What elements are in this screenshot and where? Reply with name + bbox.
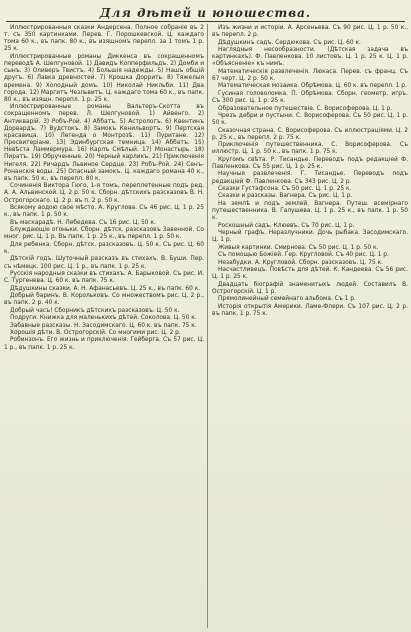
catalog-entry: Наглядныя несообразности. (Дѣтская задача въ картинкахъ). Ф. Павленкова. 10 листовъ. Ц. 1 р. 25 к. Ц. 1 р. «Объясненіе» къ нимъ.	[212, 45, 408, 68]
catalog-entry: Добрый часъ! Сборникъ дѣтскихъ разсказовъ. Ц. 50 к.	[10, 305, 180, 314]
catalog-entry: Исторія открытія Америки. Ламе-Флери. Съ 107 рис. Ц. 2 р. въ папк. 1 р. 75 к.	[212, 301, 408, 317]
catalog-entry: Черный графъ. Неразлучники. Дочь рыбака. Засодимскаго. Ц. 1 р.	[212, 228, 408, 244]
catalog-entry: Сказочная страна. С. Ворисоферова. Съ иллюстраціями. Ц. 2 р. 25 к., въ перепл. 2 р. 75 к.	[212, 125, 408, 141]
catalog-entry: Русскія народныя сказки въ стихахъ. А. Барыковой. Съ рис. И. С. Тургенева. Ц. 60 к. въ папк. 75 к.	[4, 268, 204, 285]
catalog-entry: Сказки и разсказы. Вагнера. Съ рис. Ц. 1 р.	[218, 191, 353, 200]
catalog-entry: Научныя развлеченія. Г. Тисандье. Переводъ подъ редакціей Ф. Павленкова. Съ 343 рис. Ц. 2 р.	[212, 169, 408, 185]
catalog-entry: Сочиненія Виктора Гюго, 1-я томъ, переплетенные подъ ред. А. А. Альвинской. Ц. 2 р. 50 к. Сборн. дѣтскихъ разсказовъ В. Н. Острогорскаго. Ц. 2 р. въ п. 2 р. 50 к.	[4, 181, 204, 204]
catalog-entry: Кругомъ свѣта. Р. Тисандье. Переводъ подъ редакціей Ф. Павленкова. Съ 55 рис. Ц. 1 р. 25 к.	[212, 154, 408, 170]
header-rule	[6, 21, 405, 22]
catalog-entry: Роскошный садъ. Клюевъ. Съ 70 рис. Ц. 1 р.	[218, 220, 355, 229]
left-column	[4, 24, 204, 628]
catalog-entry: Робинзонъ. Его жизнь и приключенія. Гейберга. Съ 57 рис. Ц. 1 р., въ папк. 1 р. 25 к.	[4, 335, 204, 351]
page-header	[0, 2, 411, 22]
catalog-entry: Съ помощью Божіей. Гер. Кругловой. Съ 40 рис. Ц. 1 р.	[218, 250, 389, 259]
catalog-entry: Двадцать біографій знаменитыхъ людей. Составилъ В. Острогорскій. Ц. 1 р.	[212, 279, 408, 295]
catalog-entry: Образовательное путешествіе. С. Ворисоферова. Ц. 1 р.	[218, 103, 393, 112]
catalog-entry: Хорошія дѣти. В. Острогорскій. Со многими рис. Ц. 2 р.	[10, 328, 181, 337]
catalog-entry: Прямолинейный семейнаго альбома. Съ 1 р.	[218, 294, 356, 303]
catalog-entry: Приключенія путешественника. С. Ворисоферова. Съ иллюстр. Ц. 1 р. 50 к., въ папк. 1 р. 75 к.	[212, 140, 408, 156]
catalog-entry: Иллюстрированные романы Вальтеръ-Скотта въ сокращенномъ перев. Л. Шелгуновой. 1) Айвенго. 2) Антикварій. 3) Робъ-Рой. 4) Аббатъ. 5) Астрологъ. 6) Квентинъ Дорвардъ. 7) Вудстокъ. 8) Замокъ Кенильвортъ. 9) Пертская красавица. 10) Легенда о Монтрозѣ. 11) Пуритане. 12) Пресвитеріане. 13) Эдинбургская темница. 14) Аббатъ. 15) Невѣста Ламмермура. 16) Карлъ Смѣлый. 17) Монастырь. 18) Пиратъ. 19) Обрученные. 20) Черный карликъ. 21) Приключенія Нигеля. 22) Ричардъ Львиное Сердце. 23) Робъ-Рой. 24) Сенъ-Ронанскія воды. 25) Опасный замокъ. Ц. каждаго романа 40 к., въ папк. 50 к., въ перепл. 80 к.	[4, 102, 204, 182]
catalog-entry: Незабудки. А. Кругловой. Сборн. разсказовъ. Ц. 75 к.	[218, 257, 383, 266]
catalog-entry: Въ маскарадѣ. Н. Лебедева. Съ 16 рис. Ц. 50 к.	[10, 217, 156, 226]
catalog-entry: Изъ жизни и исторіи. А. Арсеньева. Съ 90 рис. Ц. 1 р. 50 к., въ перепл. 2 р.	[212, 24, 408, 39]
catalog-entry: Блуждающіе огоньки. Сборн. дѣтск. разсказовъ Завенной. Со мног. рис. Ц. 1 р. Въ папк. 1 р. 25 к., въ перепл. 1 р. 50 к.	[4, 225, 204, 241]
catalog-entry: Иллюстрированныя сказки Андерсена. Полное собраніе въ 2 т. съ 350 картинками. Перев. Г. Порошкевской. Ц. каждаго тома 60 к., въ папк. 80 к., въ изящномъ перепл. за 1 томъ 1 р. 25 к.	[4, 24, 204, 53]
section-title: Для дѣтей и юношества.	[99, 6, 312, 20]
catalog-entry: Гусиная головоломка. П. Обрѣмова. Сборн. геометр. игръ. Съ 300 рис. Ц. 1 р. 25 к.	[212, 88, 408, 105]
catalog-entry: Забавные разсказы. Н. Засодимскаго. Ц. 60 к. въ папк. 75 к.	[10, 320, 197, 329]
catalog-entry: Сказки Густафсона. Съ 50 рис. Ц. 1 р. 25 к.	[218, 184, 352, 192]
catalog-entry: Дѣдушкины сказки. А. Н. Афанасьевъ. Ц. 25 к., въ папк. 60 к.	[10, 283, 201, 292]
catalog-entry: Насчастливецъ. Повѣсть для дѣтей. К. Кандеева. Съ 56 рис. Ц. 1 р. 25 к.	[212, 265, 408, 281]
catalog-entry: Подруги. Книжка для маленькихъ дѣтей. Соколова. Ц. 50 к.	[10, 313, 197, 322]
catalog-entry: Дѣдушкинъ садъ. Сердюкова. Съ рис. Ц. 60 к.	[218, 37, 361, 46]
catalog-entry: Живыя картинки. Смирнова. Съ 50 рис. Ц. 1 р. 50 к.	[218, 242, 379, 251]
catalog-entry: Чрезъ дебри и пустыни. С. Ворисоферова. Съ 50 рис. Ц. 1 р. 50 к.	[212, 110, 408, 127]
catalog-entry: Иллюстрированные романы Диккенса въ сокращенномъ переводѣ А. Шелгуновой. 1) Давидъ Копперфильдъ. 2) Домби и сынъ. 3) Оливеръ Твистъ. 4) Большія надежды. 5) Нашъ общій другъ. 6) Лавка древностей. 7) Крошка Доррить. 8) Тяжелыя времена. 9) Холодный домъ. 10) Николай Никльби. 11) Два города. 12) Маргитъ Чезльвитъ. Ц. каждаго тома 60 к., въ папк. 80 к., въ изящн. перепл. 1 р. 25 к.	[4, 51, 204, 103]
catalog-entry: На землѣ и подъ землей. Вагнера. Путеш. всемірнаго путешественника. В. Галушева. Ц. 1 р. 25 к., въ папк. 1 р. 50 к.	[212, 198, 408, 222]
right-column	[212, 24, 408, 628]
catalog-entry: Математическая мозаика. Обрѣмова. Ц. 60 к. въ перепл. 1 р.	[218, 81, 407, 90]
catalog-entry: Дѣтскій годъ. Шуточный разсказъ въ стихахъ. В. Буши. Пер. съ нѣмецк. 100 рис. Ц. 1 р., въ папк. 1 р. 25 к.	[4, 254, 204, 270]
catalog-entry: Всякому водою свое мѣсто. А. Круглова. Съ 46 рис. Ц. 1 р. 25 к., въ папк. 1 р. 50 к.	[4, 203, 204, 219]
catalog-entry: Математическія развлеченія. Люкаса. Перев. съ франц. Съ 67 черт. Ц. 2 р. 50 к.	[212, 66, 408, 82]
catalog-entry: Добрый баринъ. В. Корольковъ. Со множествомъ рис. Ц. 2 р., въ папк. 2 р. 40 к.	[4, 291, 204, 307]
column-divider	[207, 24, 208, 628]
catalog-entry: Для ребенка. Сборн. дѣтск. разсказовъ. Ц. 50 к. Съ рис. Ц. 60 к.	[4, 239, 204, 255]
